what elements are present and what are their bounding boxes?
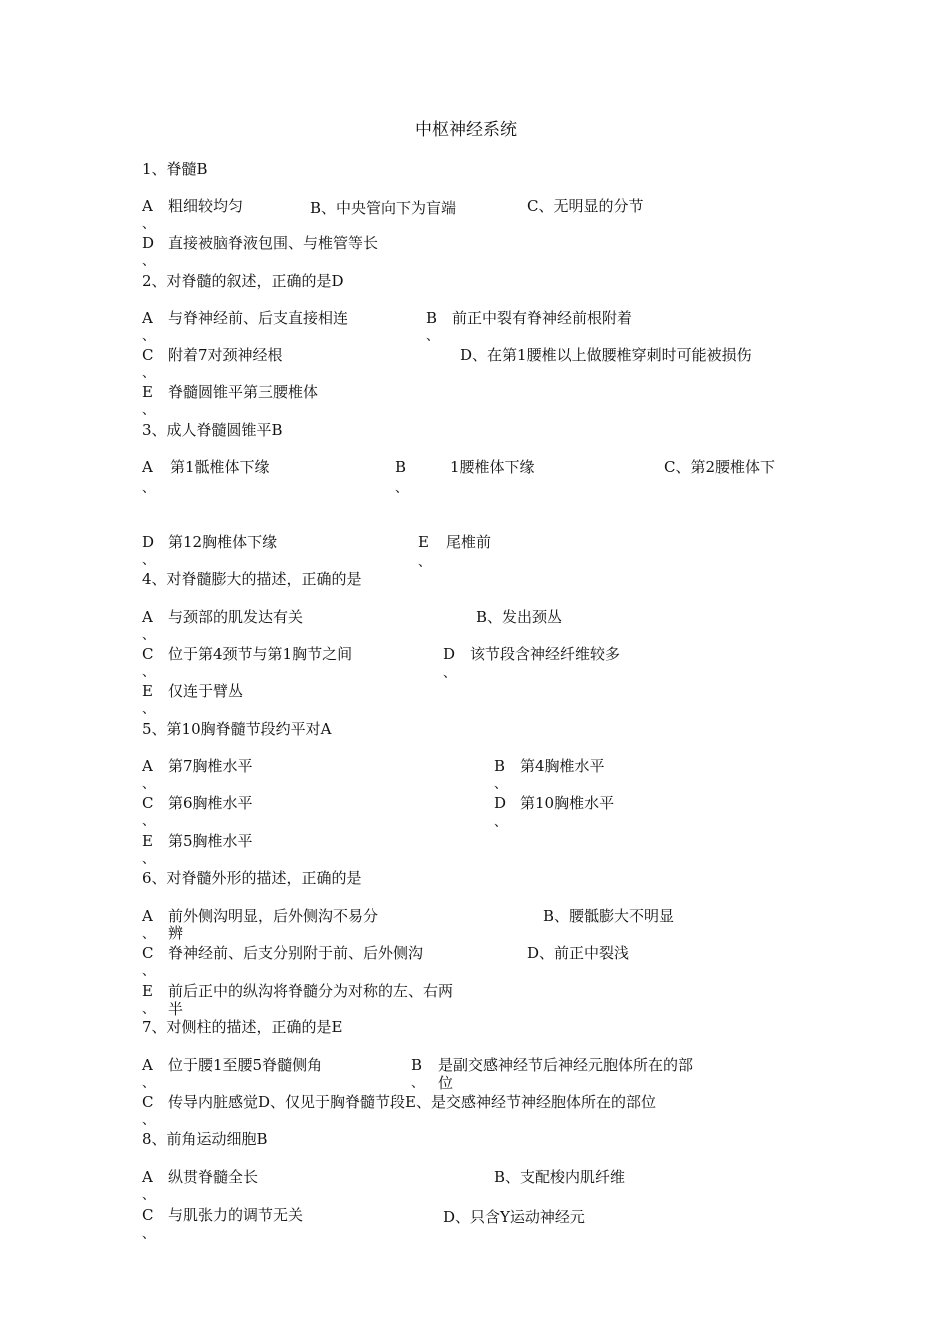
q2-option-c-label: C xyxy=(142,346,154,364)
q5-option-b-text: 第4胸椎水平 xyxy=(520,757,605,775)
q6-option-a-text-wrap: 辨 xyxy=(168,924,184,942)
q6-option-c-mark: 、 xyxy=(142,964,156,979)
q5-option-d-label: D xyxy=(494,794,507,812)
q8-option-a-mark: 、 xyxy=(142,1188,156,1203)
q5-option-b-label: B xyxy=(494,757,506,775)
q2-option-a-label: A xyxy=(142,309,153,327)
q7-option-a-label: A xyxy=(142,1056,153,1074)
q8-option-b-text: B、支配梭内肌纤维 xyxy=(494,1168,626,1186)
q1-option-a-text: 粗细较均匀 xyxy=(168,197,244,215)
q7-option-c-label: C xyxy=(142,1093,154,1111)
q5-option-a-label: A xyxy=(142,757,153,775)
q1-option-a-mark: 、 xyxy=(142,217,156,232)
q2-option-c-mark: 、 xyxy=(142,366,156,381)
q3-option-b-mark: 、 xyxy=(395,481,409,496)
q5-option-e-mark: 、 xyxy=(142,852,156,867)
q6-option-e-mark: 、 xyxy=(142,1002,156,1017)
document-title: 中枢神经系统 xyxy=(415,120,517,140)
q3-option-b-label: B xyxy=(395,458,407,476)
q7-option-b-label: B xyxy=(411,1056,423,1074)
q3-option-c-text: C、第2腰椎体下 xyxy=(664,458,776,476)
q1-option-c-text: C、无明显的分节 xyxy=(527,197,644,215)
q2-option-a-text: 与脊神经前、后支直接相连 xyxy=(168,309,349,327)
q4-option-d-mark: 、 xyxy=(443,666,457,681)
question-7-stem: 7、对侧柱的描述，正确的是E xyxy=(142,1018,343,1036)
q4-option-d-label: D xyxy=(443,645,456,663)
q8-option-c-text: 与肌张力的调节无关 xyxy=(168,1206,304,1224)
q6-option-e-text-wrap: 半 xyxy=(168,1000,184,1018)
q5-option-c-label: C xyxy=(142,794,154,812)
q6-option-a-text: 前外侧沟明显，后外侧沟不易分 xyxy=(168,907,379,925)
q2-option-a-mark: 、 xyxy=(142,329,156,344)
q1-option-d-mark: 、 xyxy=(142,254,156,269)
q4-option-c-text: 位于第4颈节与第1胸节之间 xyxy=(168,645,353,663)
q4-option-a-label: A xyxy=(142,608,153,626)
q8-option-a-text: 纵贯脊髓全长 xyxy=(168,1168,259,1186)
q3-option-a-mark: 、 xyxy=(142,481,156,496)
q5-option-d-text: 第10胸椎水平 xyxy=(520,794,615,812)
q6-option-c-text: 脊神经前、后支分别附于前、后外侧沟 xyxy=(168,944,424,962)
q6-option-a-mark: 、 xyxy=(142,927,156,942)
q8-option-d-text: D、只含Y运动神经元 xyxy=(443,1208,585,1226)
q5-option-b-mark: 、 xyxy=(494,777,508,792)
question-4-stem: 4、对脊髓膨大的描述，正确的是 xyxy=(142,570,362,588)
q7-option-b-text: 是副交感神经节后神经元胞体所在的部 xyxy=(438,1056,694,1074)
q1-option-d-text: 直接被脑脊液包围、与椎管等长 xyxy=(168,234,379,252)
q7-option-b-text-wrap: 位 xyxy=(438,1074,454,1092)
q2-option-d-text: D、在第1腰椎以上做腰椎穿刺时可能被损伤 xyxy=(460,346,752,364)
q4-option-e-label: E xyxy=(142,682,153,700)
q5-option-c-text: 第6胸椎水平 xyxy=(168,794,253,812)
q3-option-d-text: 第12胸椎体下缘 xyxy=(168,533,278,551)
q3-option-e-text: 尾椎前 xyxy=(446,533,492,551)
q2-option-b-text: 前正中裂有脊神经前根附着 xyxy=(452,309,633,327)
q3-option-e-mark: 、 xyxy=(418,555,432,570)
q3-option-e-label: E xyxy=(418,533,429,551)
q6-option-c-label: C xyxy=(142,944,154,962)
q2-option-b-mark: 、 xyxy=(426,329,440,344)
q4-option-b-text: B、发出颈丛 xyxy=(476,608,563,626)
q6-option-b-text: B、腰骶膨大不明显 xyxy=(543,907,675,925)
q7-option-c-mark: 、 xyxy=(142,1113,156,1128)
q5-option-a-mark: 、 xyxy=(142,777,156,792)
q6-option-a-label: A xyxy=(142,907,153,925)
q3-option-a-text: 第1骶椎体下缘 xyxy=(170,458,270,476)
q2-option-b-label: B xyxy=(426,309,438,327)
q3-option-b-text: 1腰椎体下缘 xyxy=(450,458,535,476)
q4-option-c-label: C xyxy=(142,645,154,663)
q2-option-c-text: 附着7对颈神经根 xyxy=(168,346,283,364)
q4-option-e-text: 仅连于臂丛 xyxy=(168,682,244,700)
question-5-stem: 5、第10胸脊髓节段约平对A xyxy=(142,720,332,738)
q4-option-a-mark: 、 xyxy=(142,628,156,643)
q3-option-d-mark: 、 xyxy=(142,553,156,568)
q2-option-e-text: 脊髓圆锥平第三腰椎体 xyxy=(168,383,319,401)
q4-option-e-mark: 、 xyxy=(142,702,156,717)
q1-option-b-text: B、中央管向下为盲端 xyxy=(310,199,457,217)
q6-option-e-label: E xyxy=(142,982,153,1000)
q6-option-e-text: 前后正中的纵沟将脊髓分为对称的左、右两 xyxy=(168,982,454,1000)
q5-option-e-label: E xyxy=(142,832,153,850)
q5-option-a-text: 第7胸椎水平 xyxy=(168,757,253,775)
q3-option-d-label: D xyxy=(142,533,155,551)
q8-option-c-label: C xyxy=(142,1206,154,1224)
q7-option-c-text: 传导内脏感觉D、仅见于胸脊髓节段E、是交感神经节神经胞体所在的部位 xyxy=(168,1093,656,1111)
q5-option-e-text: 第5胸椎水平 xyxy=(168,832,253,850)
q3-option-a-label: A xyxy=(142,458,153,476)
q5-option-d-mark: 、 xyxy=(494,815,508,830)
q4-option-c-mark: 、 xyxy=(142,665,156,680)
q4-option-d-text: 该节段含神经纤维较多 xyxy=(470,645,621,663)
question-3-stem: 3、成人脊髓圆锥平B xyxy=(142,421,283,439)
q7-option-b-mark: 、 xyxy=(411,1076,425,1091)
q8-option-a-label: A xyxy=(142,1168,153,1186)
q2-option-e-mark: 、 xyxy=(142,403,156,418)
q6-option-d-text: D、前正中裂浅 xyxy=(527,944,630,962)
q2-option-e-label: E xyxy=(142,383,153,401)
question-2-stem: 2、对脊髓的叙述，正确的是D xyxy=(142,272,344,290)
question-1-stem: 1、脊髓B xyxy=(142,160,208,178)
q1-option-a-label: A xyxy=(142,197,153,215)
q7-option-a-text: 位于腰1至腰5脊髓侧角 xyxy=(168,1056,323,1074)
q4-option-a-text: 与颈部的肌发达有关 xyxy=(168,608,304,626)
q7-option-a-mark: 、 xyxy=(142,1076,156,1091)
question-6-stem: 6、对脊髓外形的描述，正确的是 xyxy=(142,869,362,887)
q5-option-c-mark: 、 xyxy=(142,814,156,829)
q1-option-d-label: D xyxy=(142,234,155,252)
q8-option-c-mark: 、 xyxy=(142,1227,156,1242)
question-8-stem: 8、前角运动细胞B xyxy=(142,1130,268,1148)
